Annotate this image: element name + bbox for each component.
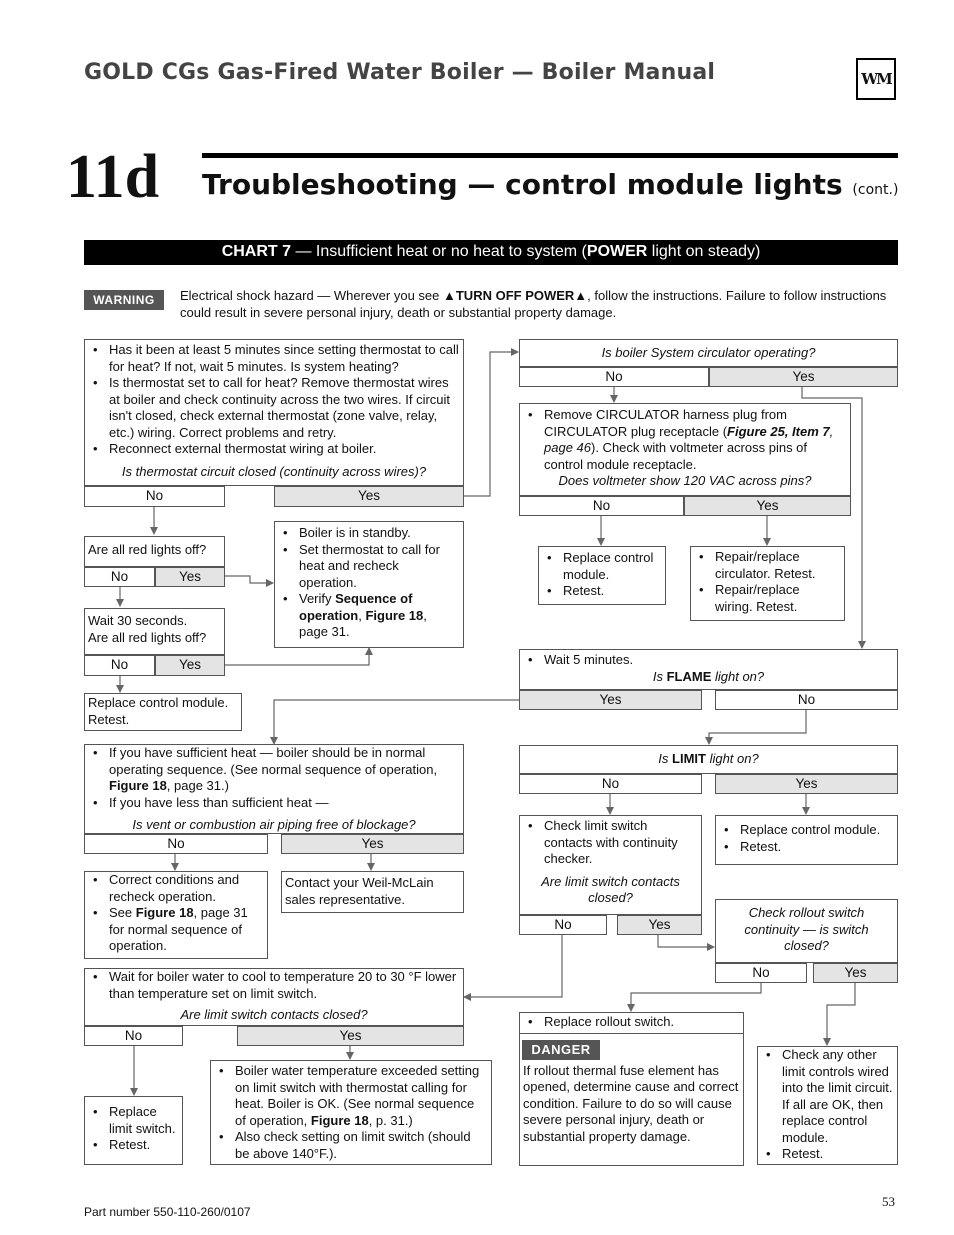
list-item: • Check any other limit controls wired into the limit circuit. If all are OK, then replace control module. [782, 1047, 893, 1146]
check-limit-list [524, 818, 697, 868]
replace-cm2-list [720, 822, 893, 855]
circulator-plug-box [519, 403, 851, 496]
warning-text: Electrical shock hazard — Wherever you see ▲TURN OFF POWER▲, follow the instructions. Failure to follow instructions could result in severe personal injury, death or substantial property damage. [180, 288, 887, 320]
temp-exceeded-list [215, 1063, 487, 1162]
replace-limit-list [89, 1104, 178, 1154]
list-item: • Retest. [782, 1146, 893, 1163]
no-cell: No [84, 567, 155, 587]
yes-cell: Yes [281, 834, 464, 854]
list-item: • See Figure 18, page 31 for normal sequence of operation. [109, 905, 263, 955]
no-cell: No [519, 496, 684, 516]
limit-question: Is LIMIT light on? [519, 745, 898, 774]
list-item: • Check limit switch contacts with continuity checker. [544, 818, 697, 868]
list-item: • Repair/replace circulator. Retest. [715, 549, 840, 582]
list-item: • Wait for boiler water to cool to temperature 20 to 30 °F lower than temperature set on limit switch. [109, 969, 459, 1002]
no-cell: No [715, 963, 807, 983]
yes-cell: Yes [237, 1026, 464, 1046]
page-number: 53 [882, 1194, 895, 1209]
yes-cell: Yes [813, 963, 898, 983]
thermostat-check-box [84, 339, 464, 486]
list-item: • Reconnect external thermostat wiring at boiler. [109, 441, 459, 458]
other-limits-box [757, 1046, 898, 1165]
section-title: Troubleshooting — control module lights (cont.) [202, 168, 899, 201]
wait-30-box: Wait 30 seconds. Are all red lights off? [84, 608, 225, 655]
replace-rollout-list [524, 1014, 739, 1031]
repair-circulator-box [690, 546, 845, 621]
chart-heading: CHART 7 — Insufficient heat or no heat to system (POWER light on steady) [84, 240, 898, 265]
list-item: • Replace limit switch. [109, 1104, 178, 1137]
replace-cm-list [543, 550, 661, 600]
list-item: • Is thermostat set to call for heat? Remove thermostat wires at boiler and check continuity across the two wires. If circuit isn't closed, check external thermostat (zone valve, relay, etc.) wiring. Correct problems and retry. [109, 375, 459, 441]
yes-cell: Yes [709, 367, 898, 387]
replace-limit-box [84, 1096, 183, 1165]
list-item: • Repair/replace wiring. Retest. [715, 582, 840, 615]
list-item: • Replace control module. [563, 550, 661, 583]
replace-cm-box [538, 546, 666, 605]
yes-cell: Yes [715, 774, 898, 794]
red-lights-question: Are all red lights off? [84, 536, 225, 567]
no-cell: No [84, 834, 268, 854]
list-item: • Retest. [740, 839, 893, 856]
question-text: Is vent or combustion air piping free of blockage? [132, 817, 416, 832]
list-item: • Remove CIRCULATOR harness plug from CIRCULATOR plug receptacle (Figure 25, Item 7, page 46). Check with voltmeter across pins of control module receptacle. [544, 407, 846, 473]
other-limits-list [762, 1047, 893, 1163]
no-cell: No [84, 655, 155, 676]
list-item: • Also check setting on limit switch (should be above 140°F.). [235, 1129, 487, 1162]
replace-cm2-box [715, 815, 898, 865]
question-text: Is thermostat circuit closed (continuity across wires)? [121, 463, 427, 479]
temp-exceeded-box [210, 1060, 492, 1165]
heat-check-list [89, 745, 459, 811]
correct-conditions-list [89, 872, 263, 955]
heat-check-box [84, 744, 464, 834]
manual-title: GOLD CGs Gas-Fired Water Boiler — Boiler Manual [84, 60, 716, 85]
cool-water-box [84, 968, 464, 1026]
no-cell: No [519, 367, 709, 387]
list-item: • Wait 5 minutes. [544, 652, 893, 669]
rollout-question: Check rollout switch continuity — is switch closed? [715, 899, 898, 963]
warning-badge: WARNING [84, 290, 164, 310]
no-cell: No [715, 690, 898, 710]
list-item: • Boiler water temperature exceeded setting on limit switch with thermostat calling for heat. Boiler is OK. (See normal sequence of operation, Figure 18, p. 31.) [235, 1063, 487, 1129]
replace-rollout-box [519, 1012, 744, 1166]
question-text: Are limit switch contacts closed? [541, 873, 680, 905]
standby-list [279, 525, 459, 641]
no-cell: No [84, 486, 225, 507]
list-item: • Correct conditions and recheck operation. [109, 872, 263, 905]
yes-cell: Yes [519, 690, 702, 710]
danger-badge: DANGER [522, 1040, 600, 1060]
thermostat-check-list [89, 342, 459, 458]
list-item: • If you have sufficient heat — boiler should be in normal operating sequence. (See normal sequence of operation, Figure 18, page 31.) [109, 745, 459, 795]
yes-cell: Yes [274, 486, 464, 507]
list-item: • Retest. [563, 583, 661, 600]
question-text: Does voltmeter show 120 VAC across pins? [558, 473, 812, 488]
contact-rep-box: Contact your Weil-McLain sales representative. [281, 871, 464, 913]
section-cont: (cont.) [852, 182, 899, 198]
yes-cell: Yes [155, 567, 225, 587]
list-item: • If you have less than sufficient heat — [109, 795, 459, 812]
list-item: • Has it been at least 5 minutes since setting thermostat to call for heat? If not, wait 5 minutes. Is system heating? [109, 342, 459, 375]
circulator-plug-list [524, 407, 846, 473]
list-item: • Replace control module. [740, 822, 893, 839]
circulator-question: Is boiler System circulator operating? [519, 339, 898, 367]
logo-text: WM [861, 70, 891, 88]
list-item: • Boiler is in standby. [299, 525, 459, 542]
wait-5-list [524, 652, 893, 669]
danger-text: If rollout thermal fuse element has opened, determine cause and correct condition. Failure to do so will cause severe personal injury, death or substantial property damage. [523, 1062, 739, 1144]
standby-box [274, 521, 464, 648]
section-number: 11d [66, 143, 160, 211]
check-limit-box [519, 815, 702, 915]
correct-conditions-box [84, 871, 268, 959]
repair-circulator-list [695, 549, 840, 615]
part-number: Part number 550-110-260/0107 [84, 1205, 251, 1219]
yes-cell: Yes [684, 496, 851, 516]
yes-cell: Yes [617, 915, 702, 935]
no-cell: No [84, 1026, 183, 1046]
no-cell: No [519, 915, 607, 935]
no-cell: No [519, 774, 702, 794]
cool-water-list [89, 969, 459, 1002]
flame-question: Is FLAME light on? [652, 668, 765, 684]
yes-cell: Yes [155, 655, 225, 676]
list-item: • Retest. [109, 1137, 178, 1154]
wait-5-box [519, 649, 898, 690]
list-item: • Set thermostat to call for heat and recheck operation. [299, 542, 459, 592]
list-item: • Replace rollout switch. [544, 1014, 739, 1031]
list-item: • Verify Sequence of operation, Figure 18, page 31. [299, 591, 459, 641]
question-text: Are limit switch contacts closed? [180, 1007, 368, 1022]
replace-control-module-box: Replace control module. Retest. [84, 693, 242, 731]
